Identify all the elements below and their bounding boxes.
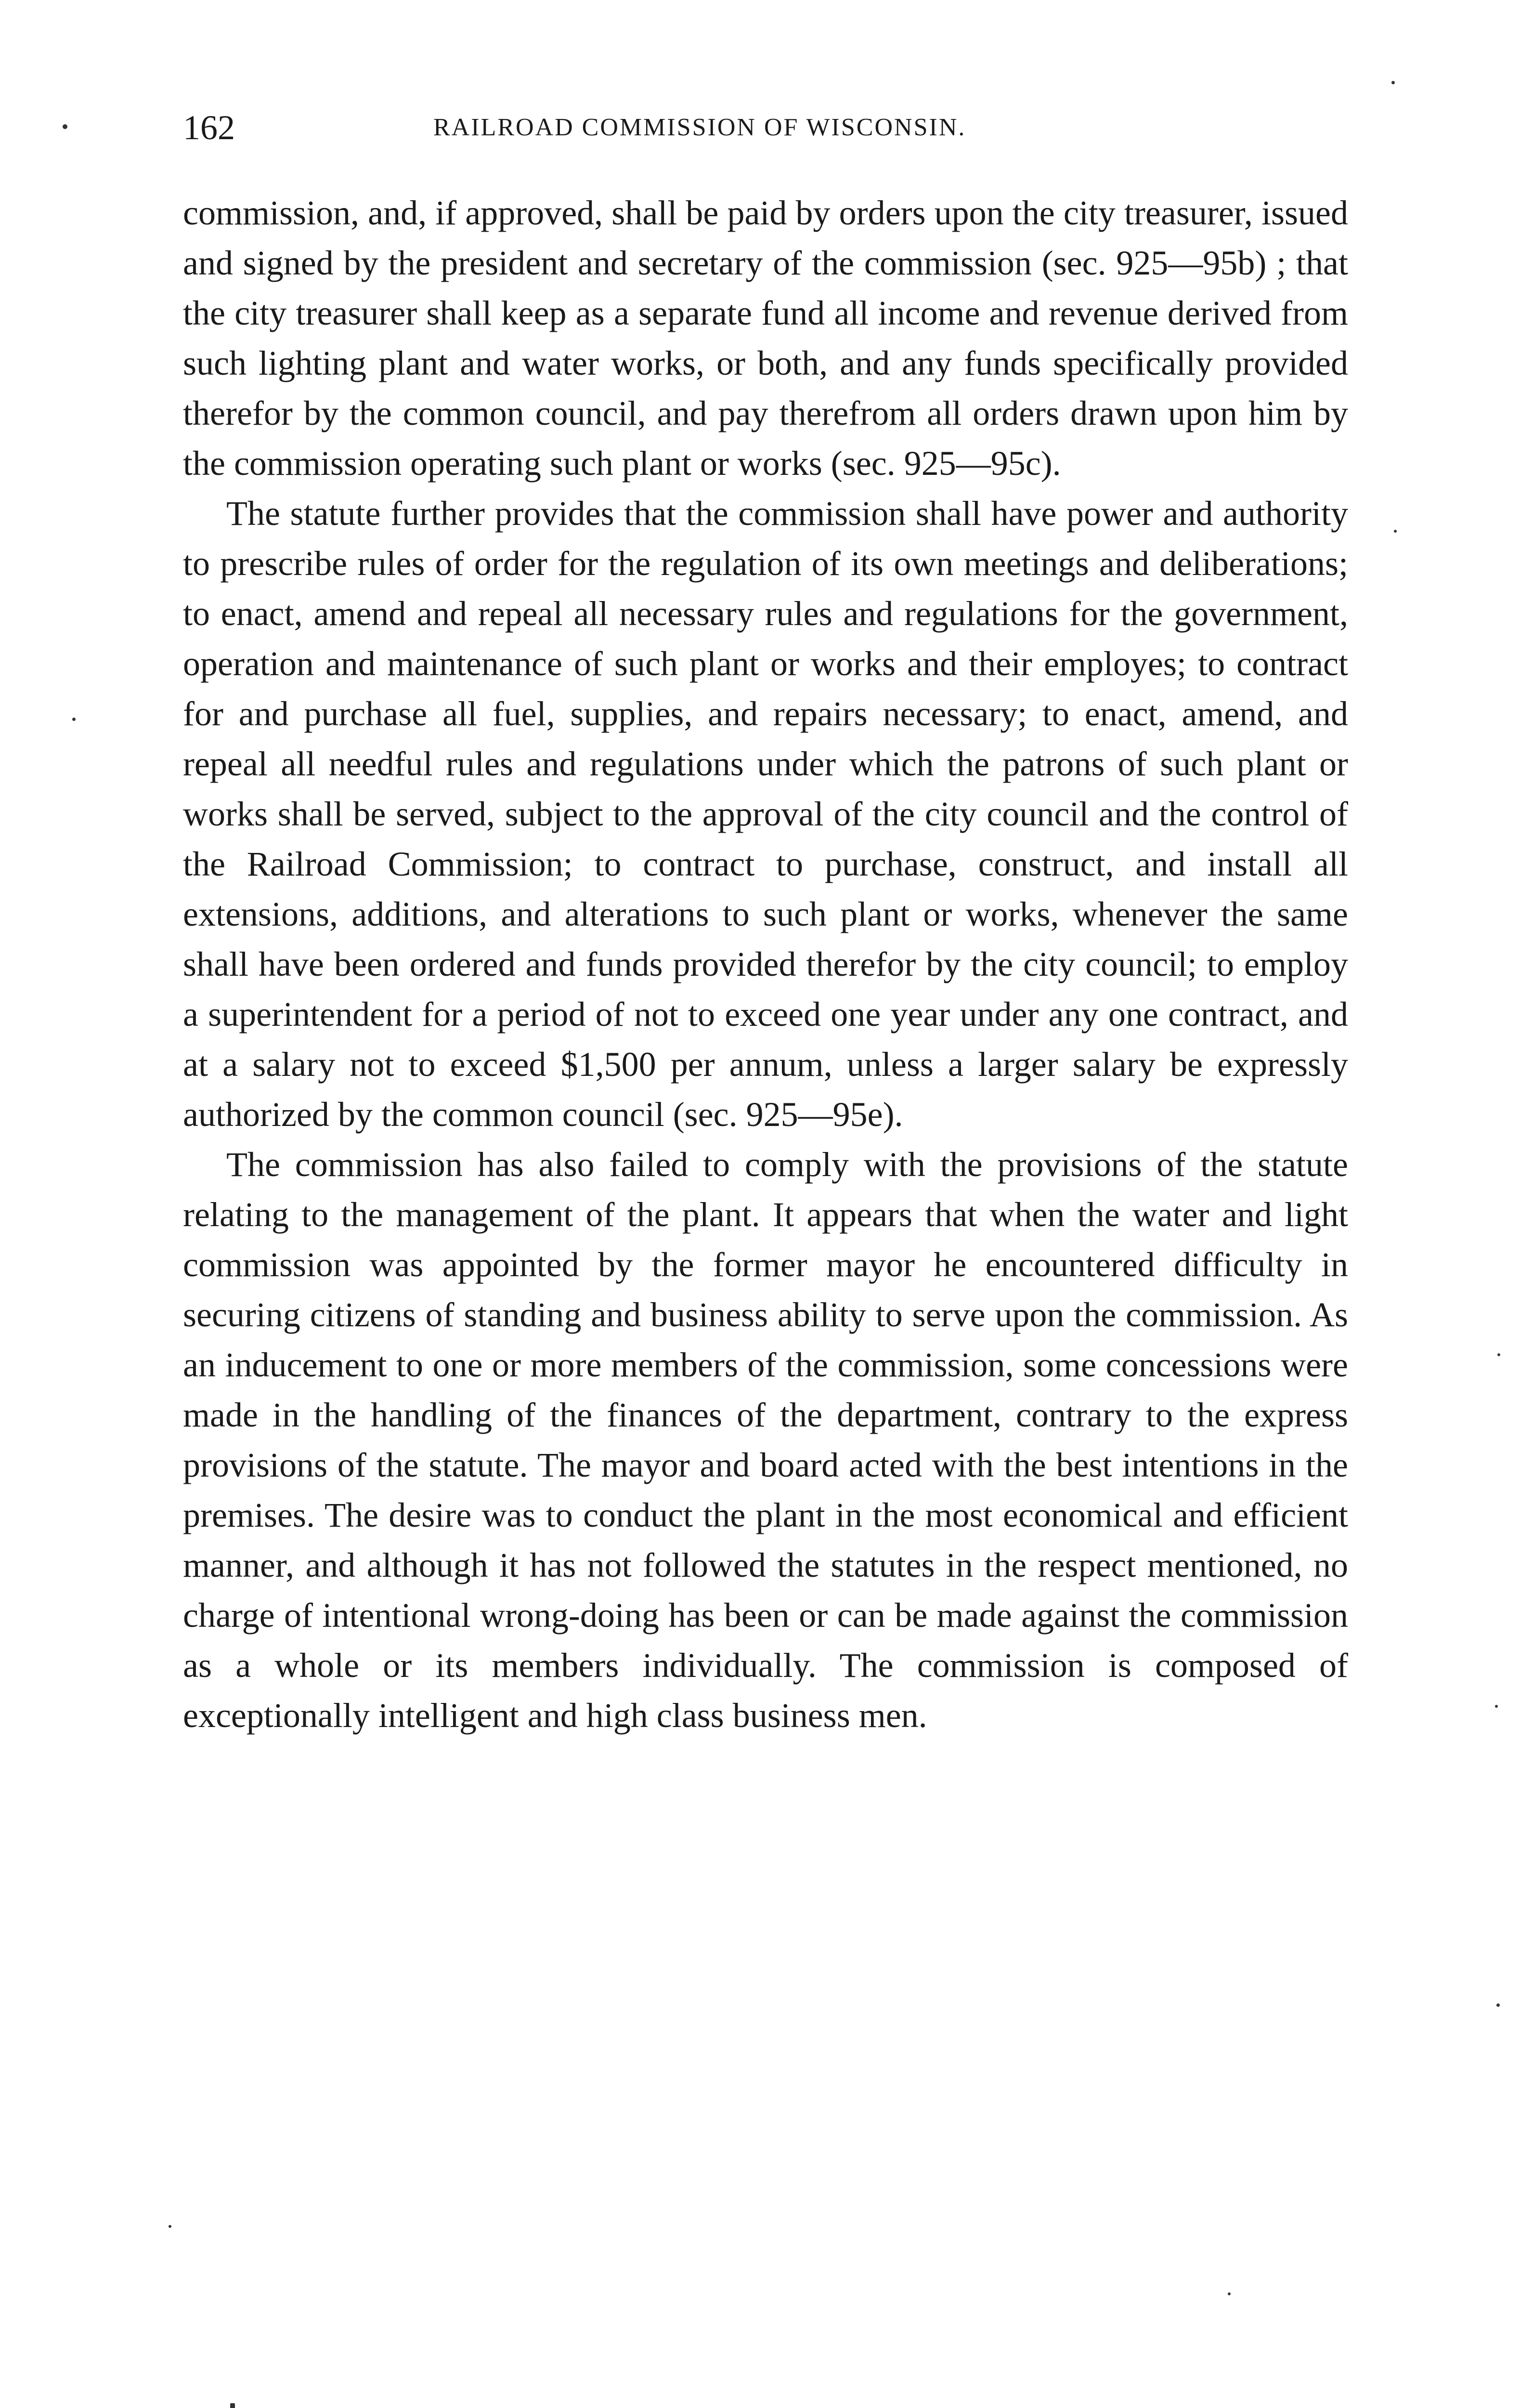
scan-speck [230, 2403, 235, 2408]
scan-speck [1394, 530, 1397, 533]
scan-speck [63, 124, 67, 129]
running-title: RAILROAD COMMISSION OF WISCONSIN. [433, 114, 966, 141]
page-number: 162 [183, 108, 235, 147]
scan-speck [1496, 2003, 1500, 2007]
paragraph: The statute further provides that the commission shall have power and authority to prescribe rules of order for the regulation of its own meetings and deliberations; to enact, amend and repeal all necessary rules and regulations for the government, operation and maintenance of such plant or works and their employes; to contract for and purchase all fuel, supplies, and repairs necessary; to enact, amend, and repeal all needful rules and regulations under which the patrons of such plant or works shall be served, subject to the approval of the city council and the control of the Railroad Commission; to contract to purchase, construct, and install all extensions, additions, and alterations to such plant or works, whenever the same shall have been ordered and funds provided therefor by the city council; to employ a superintendent for a period of not to exceed one year under any one contract, and at a salary not to exceed $1,500 per annum, unless a larger salary be expressly authorized by the common council (sec. 925—95e). [183, 494, 1348, 1134]
scan-speck [72, 718, 76, 721]
scan-speck [1228, 2292, 1231, 2295]
paragraph: The commission has also failed to comply with the provisions of the statute relating to the management of the plant. It appears that when the water and light commission was appointed by the former mayor he encountered difficulty in securing citizens of standing and business ability to serve upon the commission. As an inducement to one or more members of the commission, some concessions were made in the handling of the finances of the department, contrary to the express provisions of the statute. The mayor and board acted with the best intentions in the premises. The desire was to conduct the plant in the most economical and efficient manner, and although it has not followed the statutes in the respect mentioned, no charge of intentional wrong-doing has been or can be made against the commission as a whole or its members individually. The commission is composed of exceptionally intelligent and high class business men. [183, 1145, 1348, 1735]
paragraph: commission, and, if approved, shall be paid by orders upon the city treasurer, issued and signed by the president and secretary of the commission (sec. 925—95b) ; that the city treasurer shall keep as a separate fund all income and revenue derived from such lighting plant and water works, or both, and any funds specifically provided therefor by the common council, and pay therefrom all orders drawn upon him by the commission operating such plant or works (sec. 925—95c). [183, 194, 1348, 483]
scan-speck [1495, 1705, 1498, 1708]
scan-speck [1391, 81, 1395, 84]
scan-speck [169, 2225, 171, 2228]
scan-speck [1497, 1353, 1500, 1356]
body-text [183, 188, 1348, 1741]
page-header [183, 101, 1348, 154]
